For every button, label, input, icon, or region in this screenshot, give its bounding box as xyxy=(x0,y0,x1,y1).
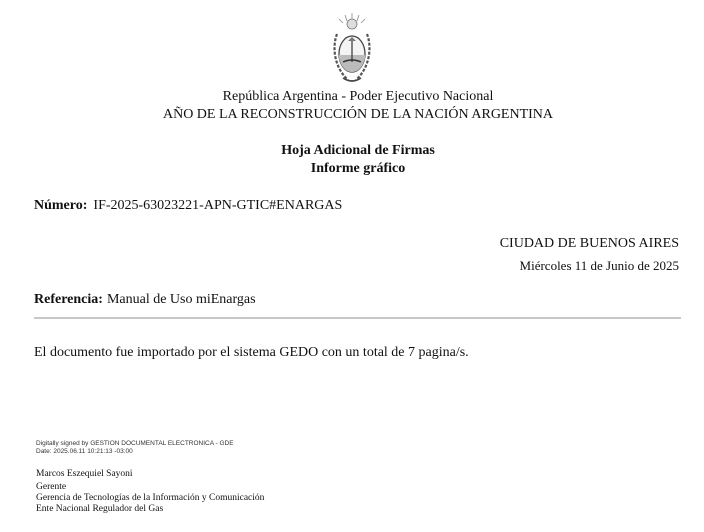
header-line-2: AÑO DE LA RECONSTRUCCIÓN DE LA NACIÓN ARGENTINA xyxy=(162,107,554,122)
body-text: El documento fue importado por el sistema GEDO con un total de 7 pagina/s. xyxy=(34,345,469,360)
document-title: Hoja Adicional de Firmas xyxy=(281,143,435,158)
referencia-value: Manual de Uso miEnargas xyxy=(106,292,256,307)
digital-signature-signer: Digitally signed by GESTION DOCUMENTAL ELECTRONICA - GDE xyxy=(36,440,234,447)
signer-organization: Ente Nacional Regulador del Gas xyxy=(36,504,164,514)
divider xyxy=(34,317,681,319)
numero-label: Número: xyxy=(34,198,88,213)
header-line-1: República Argentina - Poder Ejecutivo Nacional xyxy=(222,89,494,104)
digital-signature-date: Date: 2025.06.11 10:21:13 -03:00 xyxy=(36,448,133,455)
document-subtitle: Informe gráfico xyxy=(310,161,406,176)
signer-name: Marcos Eszequiel Sayoni xyxy=(36,469,133,479)
signer-role: Gerente xyxy=(36,482,67,492)
referencia-row xyxy=(34,292,256,308)
document-date: Miércoles 11 de Junio de 2025 xyxy=(519,258,679,273)
signer-department: Gerencia de Tecnologías de la Información y Comunicación xyxy=(36,493,265,503)
numero-value: IF-2025-63023221-APN-GTIC#ENARGAS xyxy=(93,198,343,213)
location-city: CIUDAD DE BUENOS AIRES xyxy=(499,236,679,251)
coat-of-arms-icon xyxy=(330,12,374,88)
numero-row xyxy=(34,198,342,214)
referencia-label: Referencia: xyxy=(34,292,103,307)
